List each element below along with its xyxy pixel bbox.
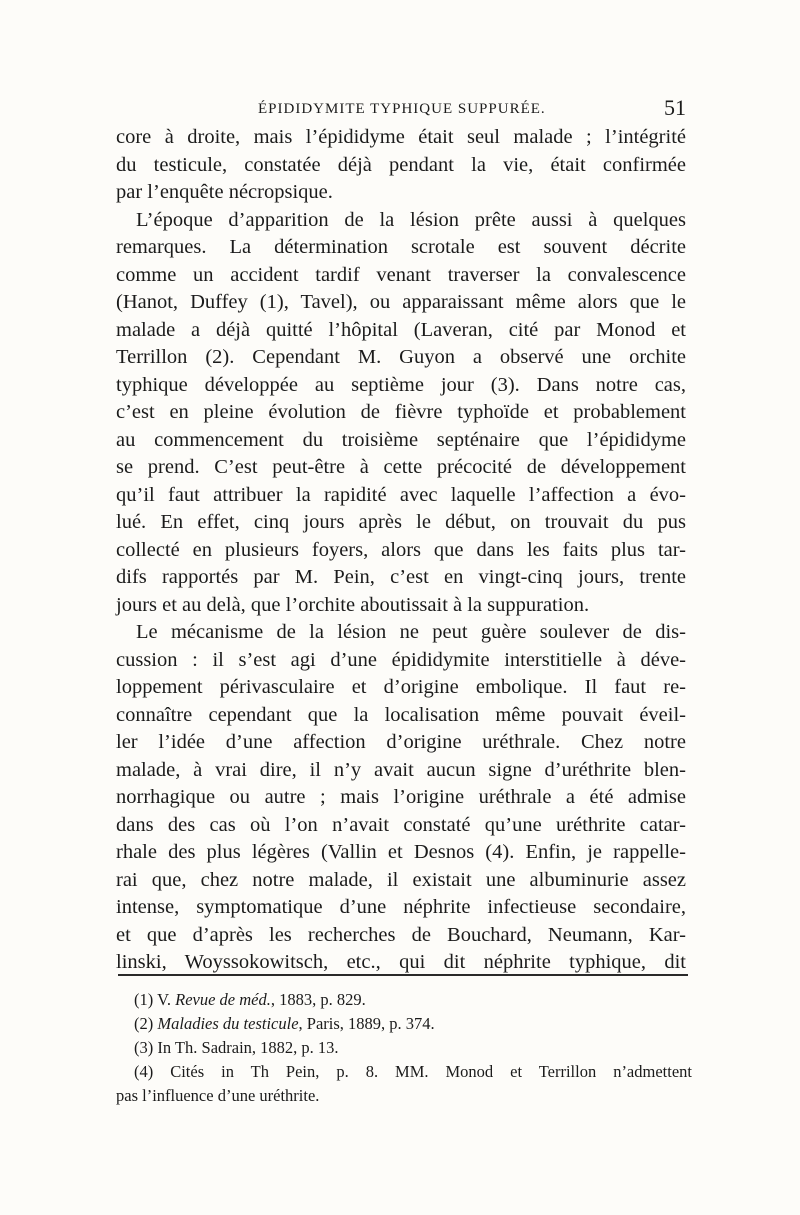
text-line: jours et au delà, que l’orchite aboutissait à la suppuration. [116, 593, 590, 616]
text-line: par l’enquête nécropsique. [116, 181, 333, 203]
running-title: ÉPIDIDYMITE TYPHIQUE SUPPURÉE. [258, 101, 546, 117]
footnote-divider [118, 974, 688, 976]
text-line: rhale des plus légères (Vallin et Desnos (4). Enfin, je rappelle- [116, 841, 686, 863]
footnote-2 [116, 1012, 692, 1036]
text-line: difs rapportés par M. Pein, c’est en vingt-cinq jours, trente [116, 566, 686, 588]
text-line: du testicule, constatée déjà pendant la vie, était confirmée [116, 153, 686, 176]
text-line: se prend. C’est peut-être à cette précocité de développement [116, 456, 686, 478]
footnote-1 [116, 988, 692, 1012]
text-line: typhique développée au septième jour (3). Dans notre cas, [116, 373, 686, 396]
text-line: cussion : il s’est agi d’une épididymite interstitielle à déve- [116, 648, 686, 671]
text-line: au commencement du troisième septénaire que l’épididyme [116, 428, 686, 451]
text-line: malade, à vrai dire, il n’y avait aucun signe d’uréthrite blen- [116, 758, 686, 781]
text-line: qu’il faut attribuer la rapidité avec laquelle l’affection a évo- [116, 483, 686, 506]
running-header [116, 97, 686, 121]
text-line: norrhagique ou autre ; mais l’origine uréthrale a été admise [116, 786, 686, 808]
footnote-1-journal: Revue de méd. [175, 990, 271, 1009]
footnote-3: (3) In Th. Sadrain, 1882, p. 13. [134, 1038, 339, 1057]
text-line: intense, symptomatique d’une néphrite infectieuse secondaire, [116, 896, 686, 918]
text-line: collecté en plusieurs foyers, alors que dans les faits plus tar- [116, 538, 686, 561]
footnote-2-title: Maladies du testicule [157, 1014, 299, 1033]
text-line: comme un accident tardif venant traverser la convalescence [116, 263, 686, 286]
text-line: (Hanot, Duffey (1), Tavel), ou apparaissant même alors que le [116, 291, 686, 313]
text-line: Terrillon (2). Cependant M. Guyon a observé une orchite [116, 346, 686, 368]
body-text [116, 124, 686, 977]
paragraph-first-line: L’époque d’apparition de la lésion prête aussi à quelques [136, 208, 686, 231]
text-line: lué. En effet, cinq jours après le début, on trouvait du pus [116, 511, 686, 533]
text-line: malade a déjà quitté l’hôpital (Laveran, cité par Monod et [116, 318, 686, 341]
text-line: dans des cas où l’on n’avait constaté qu’une uréthrite catar- [116, 813, 686, 836]
text-line: et que d’après les recherches de Bouchard, Neumann, Kar- [116, 923, 686, 946]
text-line: ler l’idée d’une affection d’origine uréthrale. Chez notre [116, 731, 686, 753]
text-line: remarques. La détermination scrotale est souvent décrite [116, 236, 686, 258]
footnote-4-continuation: pas l’influence d’une uréthrite. [116, 1086, 320, 1105]
footnote-1-reference: , 1883, p. 829. [270, 990, 366, 1009]
text-line: c’est en pleine évolution de fièvre typhoïde et probablement [116, 401, 686, 423]
text-line: core à droite, mais l’épididyme était seul malade ; l’intégrité [116, 126, 686, 148]
footnote-4: (4) Cités in Th Pein, p. 8. MM. Monod et Terrillon n’admettent [134, 1062, 692, 1081]
text-line: linski, Woyssokowitsch, etc., qui dit néphrite typhique, dit [116, 951, 686, 973]
paragraph-first-line: Le mécanisme de la lésion ne peut guère soulever de dis- [136, 621, 686, 643]
text-line: connaître cependant que la localisation même pouvait éveil- [116, 703, 686, 726]
text-line: rai que, chez notre malade, il existait une albuminurie assez [116, 868, 686, 891]
footnote-2-marker: (2) [134, 1014, 158, 1033]
footnote-1-marker: (1) V. [134, 990, 176, 1009]
page-number: 51 [664, 95, 686, 120]
text-line: loppement périvasculaire et d’origine embolique. Il faut re- [116, 676, 686, 698]
footnotes [116, 988, 692, 1108]
footnote-2-reference: , Paris, 1889, p. 374. [298, 1014, 435, 1033]
